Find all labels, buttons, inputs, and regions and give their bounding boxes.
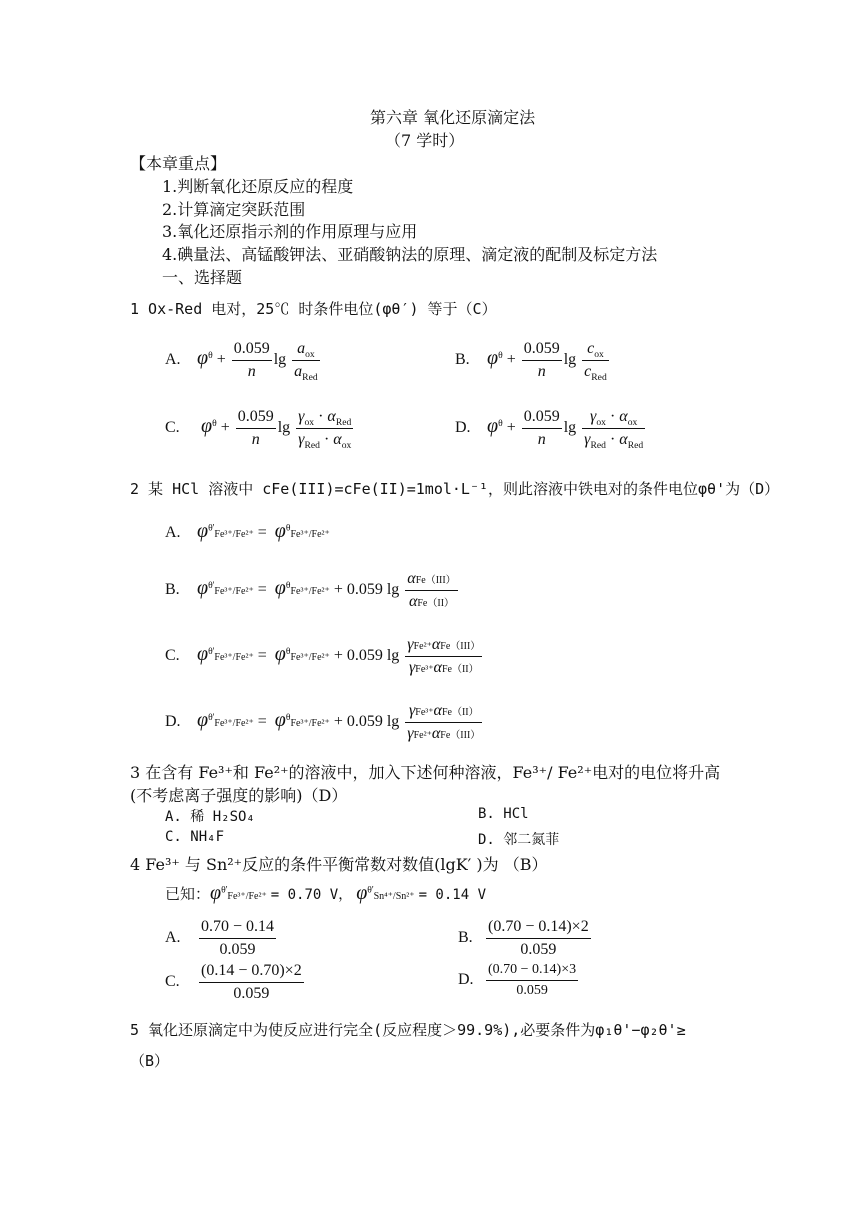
q1-option-b: B. $\varphi^\theta$ + $\frac{0.059}{n}$ lg $\frac{c_{ox}}{c_{Red}}$ (455, 340, 607, 384)
page-title: 第六章 氧化还原滴定法 (370, 108, 536, 127)
q4-option-a: A. $\frac{0.70 - 0.14}{0.059}$ (165, 918, 275, 958)
q3-option-a: A. 稀 H₂SO₄ (165, 809, 255, 825)
q4-known: 已知：$\varphi^{\theta'}Fe^{3+}/Fe^{2+} = 0.70$ V， $\varphi^{\theta'}Sn^{4+}/Sn^{2+} = 0.14$ V (165, 882, 486, 904)
option-label: A. (165, 351, 181, 369)
focus-item: 1.判断氧化还原反应的程度 (162, 177, 354, 196)
focus-item: 2.计算滴定突跃范围 (162, 200, 306, 219)
option-label: B. (165, 581, 180, 599)
question-5-line2: （B） (130, 1052, 170, 1070)
focus-heading: 【本章重点】 (130, 154, 227, 173)
q2-option-c: C. $\varphi^{\theta'}Fe^{3+}/Fe^{2+} = \varphi^\theta Fe^{3+}/Fe^{2+} + 0.059$ lg $\frac{\text{γFe²⁺αFe（III）}}{\text{γFe³⁺αFe（II）}}$ (165, 636, 481, 676)
option-label: A. (165, 524, 181, 541)
q3-option-b: B. HCl (478, 806, 529, 822)
question-5-line1: 5 氧化还原滴定中为使反应进行完全(反应程度＞99.9%),必要条件为φ₁θ'−φ₂θ'≥ (130, 1021, 686, 1039)
focus-item: 4.碘量法、高锰酸钾法、亚硝酸钠法的原理、滴定液的配制及标定方法 (162, 245, 658, 264)
q1-option-d: D. $\varphi^\theta$ + $\frac{0.059}{n}$ lg $\frac{\gamma_{ox} \cdot \alpha_{ox}}{\gamma_{Red} \cdot \alpha_{Red}}$ (455, 408, 644, 452)
section-heading: 一、选择题 (162, 268, 243, 287)
option-label: D. (455, 419, 471, 437)
known-prefix: 已知： (165, 885, 211, 903)
q2-option-b: B. $\varphi^{\theta'}Fe^{3+}/Fe^{2+} = \varphi^\theta Fe^{3+}/Fe^{2+} + 0.059$ lg $\frac{\text{αFe（III）}}{\text{αFe（II）}}$ (165, 570, 456, 610)
option-label: C. (165, 973, 180, 991)
q4-option-b: B. $\frac{(0.70 - 0.14)\times 2}{0.059}$ (458, 918, 589, 958)
option-label: C. (165, 419, 180, 437)
q1-option-c: C. $\varphi^\theta$ + $\frac{0.059}{n}$ lg $\frac{\gamma_{ox} \cdot \alpha_{Red}}{\gamma_{Red} \cdot \alpha_{ox}}$ (165, 408, 352, 452)
q2-option-d: D. $\varphi^{\theta'}Fe^{3+}/Fe^{2+} = \varphi^\theta Fe^{3+}/Fe^{2+} + 0.059$ lg $\frac{\text{γFe³⁺αFe（II）}}{\text{γFe²⁺αFe（III）}}$ (165, 702, 481, 742)
option-label: D. (165, 713, 181, 731)
q4-option-c: C. $\frac{(0.14 - 0.70)\times 2}{0.059}$ (165, 962, 302, 1002)
q2-option-a: A. $\varphi^{\theta'}Fe^{3+}/Fe^{2+} = \varphi^\theta Fe^{3+}/Fe^{2+}$ (165, 520, 330, 542)
q3-option-d: D. 邻二氮菲 (478, 832, 560, 848)
option-label: D. (458, 971, 474, 989)
known-value-1: = 0.70 V， (270, 887, 353, 903)
option-label: B. (458, 929, 473, 947)
option-label: A. (165, 929, 181, 947)
option-label: C. (165, 647, 180, 665)
option-label: B. (455, 351, 470, 369)
question-4: 4 Fe³⁺ 与 Sn²⁺反应的条件平衡常数对数值(lgK′ )为 （B） (130, 855, 548, 874)
question-2: 2 某 HCl 溶液中 cFe(III)=cFe(II)=1mol·L⁻¹，则此溶液中铁电对的条件电位φθ'为（D） (130, 480, 780, 498)
q4-option-d: D. $\frac{(0.70 - 0.14)\times 3}{0.059}$ (458, 962, 577, 998)
known-value-2: = 0.14 V (418, 887, 486, 903)
q1-option-a: A. $\varphi^\theta$ + $\frac{0.059}{n}$ lg $\frac{a_{ox}}{a_{Red}}$ (165, 340, 318, 384)
question-3-line2: (不考虑离子强度的影响)（D） (130, 786, 348, 805)
q3-option-c: C. NH₄F (165, 829, 225, 845)
question-1: 1 Ox-Red 电对，25℃ 时条件电位(φθ′) 等于（C） (130, 300, 497, 318)
focus-item: 3.氧化还原指示剂的作用原理与应用 (162, 222, 418, 241)
question-3-line1: 3 在含有 Fe³⁺和 Fe²⁺的溶液中，加入下述何种溶液，Fe³⁺/ Fe²⁺电对的电位将升高 (130, 763, 721, 782)
page-subtitle: （7 学时） (385, 131, 465, 150)
